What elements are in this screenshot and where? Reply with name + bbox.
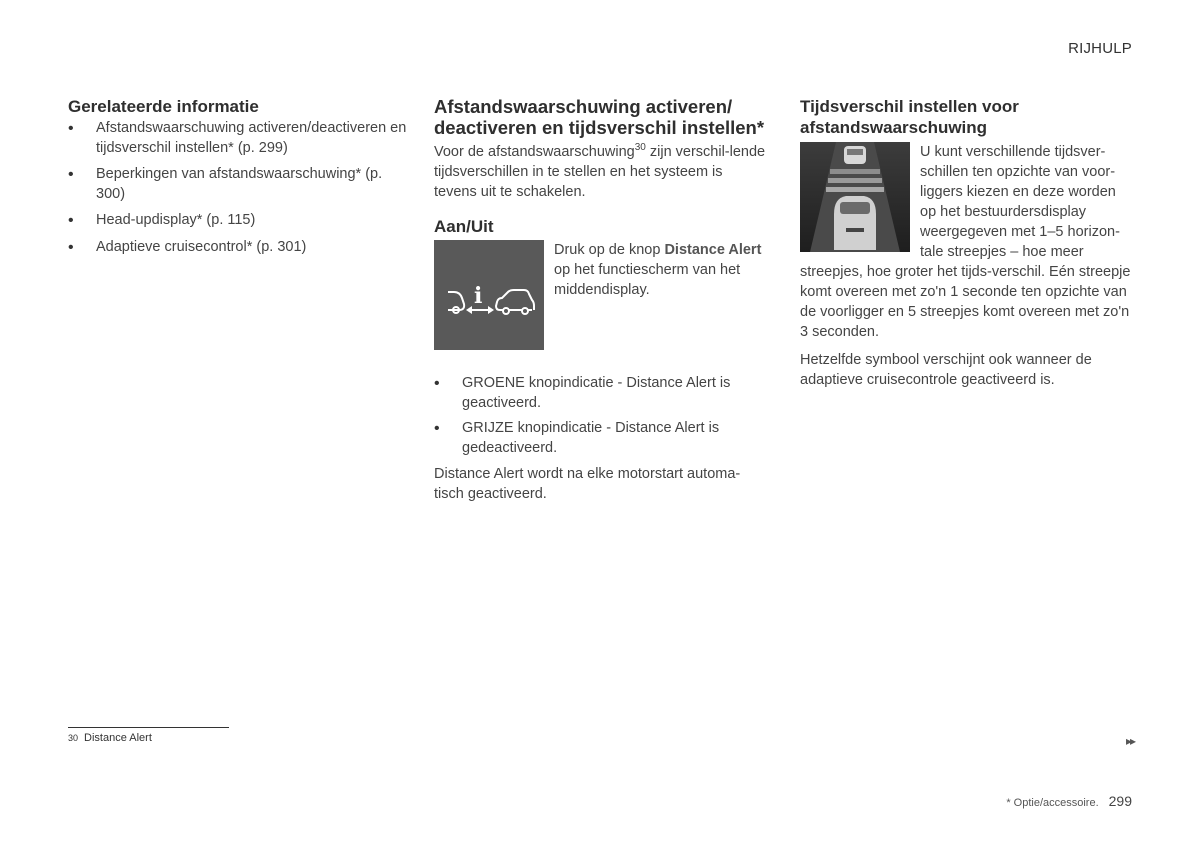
next-page-icon[interactable]: ▸▸	[1125, 734, 1134, 748]
related-link[interactable]: • Beperkingen van afstandswaarschuwing* (p. 300)	[68, 165, 408, 204]
time-gap-column	[800, 96, 1135, 390]
activation-column	[434, 96, 769, 504]
svg-text:i: i	[474, 283, 483, 309]
related-info-heading: Gerelateerde informatie	[68, 97, 259, 116]
page-footer	[1006, 793, 1132, 809]
time-gap-heading: Tijdsverschil instellen voor afstandswaarschuwing	[800, 97, 1019, 137]
press-instruction: Druk op de knop Distance Alert op het functiescherm van het middendisplay.	[554, 242, 762, 298]
related-link[interactable]: • Adaptieve cruisecontrol* (p. 301)	[68, 238, 408, 258]
driver-display-illustration	[800, 142, 910, 252]
activation-intro: Voor de afstandswaarschuwing$^{30}$ zijn verschil-lende tijdsverschillen in te stellen en het systeem is tevens uit te schakelen.	[434, 142, 766, 200]
section-title: RIJHULP	[1068, 40, 1132, 57]
related-info-list	[68, 119, 408, 257]
button-instruction	[434, 240, 769, 358]
option-note: * Optie/accessoire.	[1006, 797, 1099, 809]
related-info-column	[68, 96, 408, 257]
indicator-list	[434, 374, 769, 458]
footnote: 30 Distance Alert	[68, 732, 152, 744]
time-gap-text: U kunt verschillende tijdsver-schillen ten opzichte van voor-liggers kiezen en deze worden op het bestuurdersdisplay weergegeven met 1–5 horizon-tale streepjes – hoe meer streepjes, hoe groter het tijds-verschil. Eén streepje komt overeen met zo'n 1 seconde ten opzichte van de voorligger en 5 streepjes komt overeen met zo'n 3 seconden.	[800, 144, 1131, 340]
auto-activation-note: Distance Alert wordt na elke motorstart automa-tisch geactiveerd.	[434, 466, 741, 502]
footnote-ref: 30	[634, 142, 646, 153]
activation-heading: Afstandswaarschuwing activeren/ deactiveren en tijdsverschil instellen*	[434, 96, 765, 138]
footnote-divider	[68, 727, 229, 728]
related-link[interactable]: • Head-updisplay* (p. 115)	[68, 211, 408, 231]
page-number: 299	[1108, 793, 1132, 809]
list-item: • GROENE knopindicatie - Distance Alert is geactiveerd.	[434, 374, 769, 413]
distance-alert-label: Distance Alert	[664, 242, 762, 258]
on-off-heading: Aan/Uit	[434, 217, 494, 236]
symbol-note: Hetzelfde symbool verschijnt ook wanneer de adaptieve cruisecontrole geactiveerd is.	[800, 352, 1092, 388]
related-link[interactable]: • Afstandswaarschuwing activeren/deactiveren en tijdsverschil instellen* (p. 299)	[68, 119, 408, 158]
distance-alert-button-icon	[434, 240, 544, 350]
list-item: • GRIJZE knopindicatie - Distance Alert is gedeactiveerd.	[434, 419, 769, 458]
time-gap-body	[800, 142, 1135, 342]
